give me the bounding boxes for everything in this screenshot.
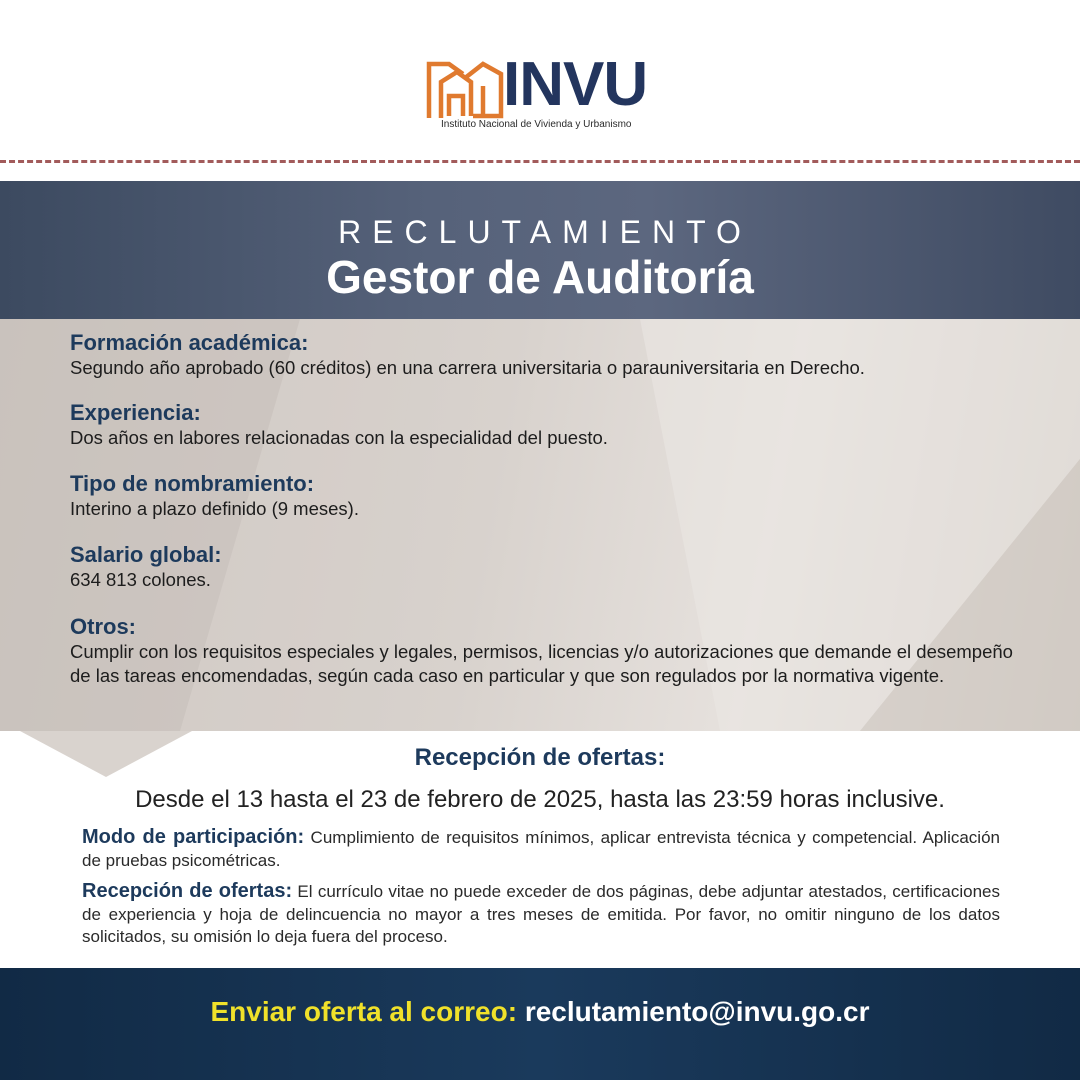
- offer-reception-details: [82, 880, 1000, 949]
- dashed-divider: [0, 160, 1080, 163]
- footer-cta: [0, 996, 1080, 1028]
- info-text: El currículo vitae no puede exceder de dos páginas, debe adjuntar atestados, certificaciones de experiencia y hoja de delincuencia no mayor a tres meses de emitida. Por favor, no omitir ninguno de los datos solicitados, su omisión lo deja fuera del proceso.: [82, 882, 1000, 946]
- info-text: Cumplimiento de requisitos mínimos, aplicar entrevista técnica y competencial. Aplicación de pruebas psicométricas.: [82, 828, 1000, 870]
- job-title: Gestor de Auditoría: [326, 251, 754, 303]
- section-otros: [70, 614, 1020, 688]
- invu-logo: [425, 50, 665, 136]
- section-salario: [70, 542, 1020, 592]
- reception-dates: Desde el 13 hasta el 23 de febrero de 2025, hasta las 23:59 horas inclusive.: [135, 786, 945, 813]
- footer-label: Enviar oferta al correo:: [210, 996, 518, 1027]
- section-heading: Salario global:: [70, 542, 222, 567]
- section-text: Dos años en labores relacionadas con la especialidad del puesto.: [70, 427, 608, 448]
- header-kicker: RECLUTAMIENTO: [338, 214, 752, 250]
- contact-email-link[interactable]: reclutamiento@invu.go.cr: [524, 996, 870, 1027]
- logo-subtitle: Instituto Nacional de Vivienda y Urbanismo: [441, 119, 632, 130]
- logo-area: [0, 0, 1080, 160]
- section-text: Cumplir con los requisitos especiales y legales, permisos, licencias y/o autorizaciones que demande el desempeño de las tareas encomendadas, según cada caso en particular y que son regulados por la normativa vigente.: [70, 641, 1013, 686]
- section-text: Segundo año aprobado (60 créditos) en una carrera universitaria o parauniversitaria en Derecho.: [70, 357, 865, 378]
- info-label: Modo de participación:: [82, 826, 305, 848]
- section-heading: Experiencia:: [70, 400, 201, 425]
- section-experiencia: [70, 400, 1020, 450]
- info-label: Recepción de ofertas:: [82, 880, 293, 902]
- section-heading: Formación académica:: [70, 330, 309, 355]
- section-tipo-nombramiento: [70, 471, 1020, 521]
- logo-wordmark: INVU: [503, 50, 648, 119]
- participation-mode: [82, 826, 1000, 872]
- houses-outline-icon: [425, 58, 505, 120]
- section-text: Interino a plazo definido (9 meses).: [70, 498, 359, 519]
- section-formacion: [70, 330, 1020, 380]
- section-heading: Tipo de nombramiento:: [70, 471, 315, 496]
- reception-title: Recepción de ofertas:: [414, 744, 666, 771]
- section-heading: Otros:: [70, 614, 136, 639]
- section-text: 634 813 colones.: [70, 569, 211, 590]
